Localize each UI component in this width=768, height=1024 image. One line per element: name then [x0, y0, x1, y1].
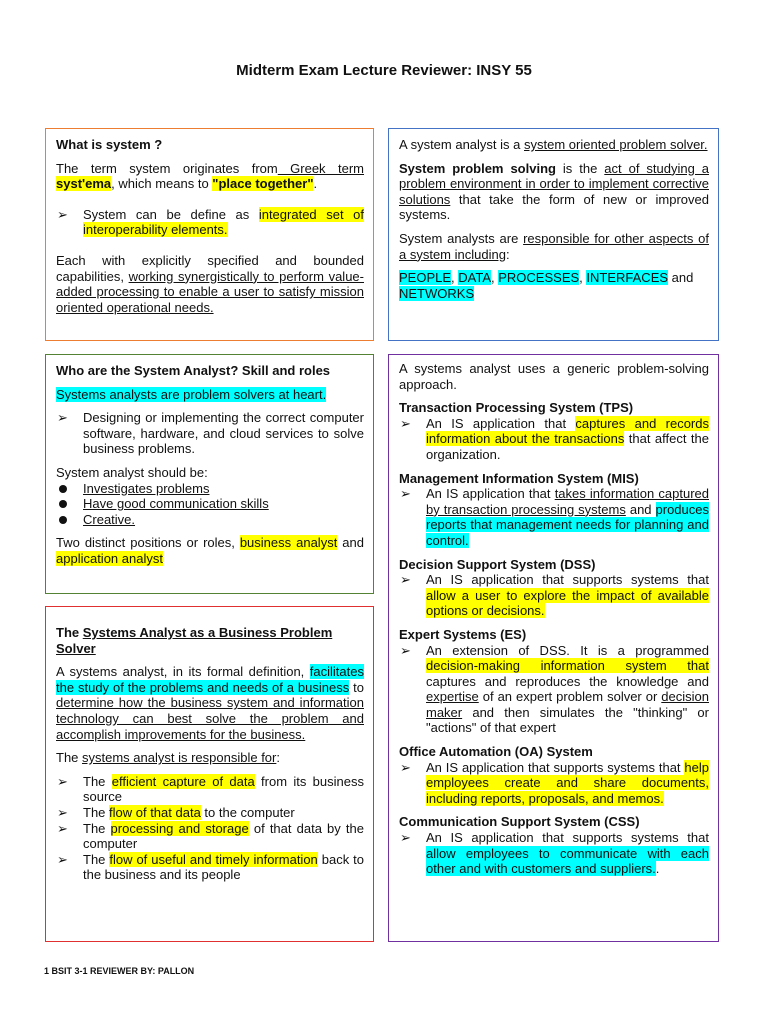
arrow-bullet-icon: ➢ [57, 851, 68, 867]
arrow-bullet-icon: ➢ [400, 415, 411, 431]
analyst-responsibility-text: System analysts are responsible for other aspects of a system including: [399, 230, 710, 262]
formal-definition-text: A systems analyst, in its formal definition, facilitates the study of the problems and needs of a business to determine how the business system and information technology can best solve the problem and accomplish improvements for the business. [56, 664, 364, 742]
distinct-roles-text: Two distinct positions or roles, business analyst and application analyst [56, 535, 364, 566]
responsibility-item: ➢ The flow of useful and timely information back to the business and its people [57, 851, 365, 883]
arrow-bullet-icon: ➢ [57, 804, 68, 820]
system-analyst-box [388, 128, 719, 341]
arrow-bullet-icon: ➢ [57, 773, 68, 789]
responsibility-item: ➢ The processing and storage of that data by the computer [57, 820, 364, 852]
what-is-system-heading: What is system ? [56, 137, 163, 152]
oa-description: ➢ An IS application that supports systems that help employees create and share documents, including reports, proposals, and memos. [400, 759, 709, 806]
system-analyst-definition: A system analyst is a system oriented problem solver. [399, 137, 708, 152]
tps-heading: Transaction Processing System (TPS) [399, 400, 634, 416]
what-is-system-box [45, 128, 374, 341]
page-footer: 1 BSIT 3-1 REVIEWER BY: PALLON [44, 966, 195, 976]
arrow-bullet-icon: ➢ [400, 830, 411, 846]
responsibility-item: ➢ The efficient capture of data from its business source [57, 773, 364, 805]
arrow-bullet-icon: ➢ [400, 642, 411, 658]
page-title: Midterm Exam Lecture Reviewer: INSY 55 [236, 62, 532, 79]
tps-description: ➢ An IS application that captures and records information about the transactions that affect the organization. [400, 415, 709, 462]
roles-heading: Who are the System Analyst? Skill and roles [56, 363, 331, 378]
responsible-for-label: The systems analyst is responsible for: [56, 750, 280, 766]
bullet-dot-icon [59, 500, 67, 508]
trait-item: Have good communication skills [56, 496, 364, 512]
dss-heading: Decision Support System (DSS) [399, 556, 596, 572]
oa-heading: Office Automation (OA) System [399, 744, 593, 760]
generic-approach-text: A systems analyst uses a generic problem-solving approach. [399, 361, 709, 392]
es-heading: Expert Systems (ES) [399, 626, 527, 642]
system-analyst-roles-box [45, 354, 374, 594]
css-heading: Communication Support System (CSS) [399, 814, 640, 830]
arrow-bullet-icon: ➢ [57, 820, 68, 836]
designing-bullet: ➢ Designing or implementing the correct computer software, hardware, and cloud services to solve business problems. [57, 410, 364, 457]
css-description: ➢ An IS application that supports systems that allow employees to communicate with each other and with customers and suppliers.. [400, 830, 709, 877]
arrow-bullet-icon: ➢ [57, 206, 68, 222]
problem-solvers-text: Systems analysts are problem solvers at heart. [56, 386, 327, 402]
system-capabilities-text: Each with explicitly specified and bounded capabilities, working synergistically to perform value-added processing to enable a user to satisfy mission oriented operational needs. [56, 252, 364, 315]
information-systems-box [388, 354, 719, 942]
system-problem-solving-text: System problem solving is the act of studying a problem environment in order to implement corrective solutions that take the form of new or improved systems. [399, 160, 710, 223]
system-definition-bullet: ➢ System can be define as integrated set of interoperability elements. [57, 206, 364, 238]
bullet-dot-icon [59, 516, 67, 524]
system-aspects-list: PEOPLE, DATA, PROCESSES, INTERFACES and NETWORKS [399, 270, 694, 301]
arrow-bullet-icon: ➢ [400, 572, 411, 588]
business-problem-solver-box [45, 606, 374, 942]
should-be-label: System analyst should be: [56, 464, 208, 480]
system-origin-text: The term system originates from Greek term syst'ema, which means to "place together". [56, 160, 365, 192]
mis-description: ➢ An IS application that takes information captured by transaction processing systems and produces reports that management needs for planning and control. [400, 486, 709, 548]
responsibility-item: ➢ The flow of that data to the computer [57, 804, 295, 820]
es-description: ➢ An extension of DSS. It is a programmed decision-making information system that captures and reproduces the knowledge and expertise of an expert problem solver or decision maker and then simulates the "thinking" or "actions" of that expert [400, 642, 709, 736]
arrow-bullet-icon: ➢ [57, 410, 68, 426]
arrow-bullet-icon: ➢ [400, 486, 411, 502]
business-solver-heading: The Systems Analyst as a Business Problem Solver [56, 625, 333, 656]
trait-item: Investigates problems [56, 481, 364, 497]
mis-heading: Management Information System (MIS) [399, 470, 639, 486]
arrow-bullet-icon: ➢ [400, 759, 411, 775]
dss-description: ➢ An IS application that supports systems that allow a user to explore the impact of available options or decisions. [400, 572, 709, 619]
bullet-dot-icon [59, 485, 67, 493]
trait-item: Creative. [56, 512, 364, 528]
